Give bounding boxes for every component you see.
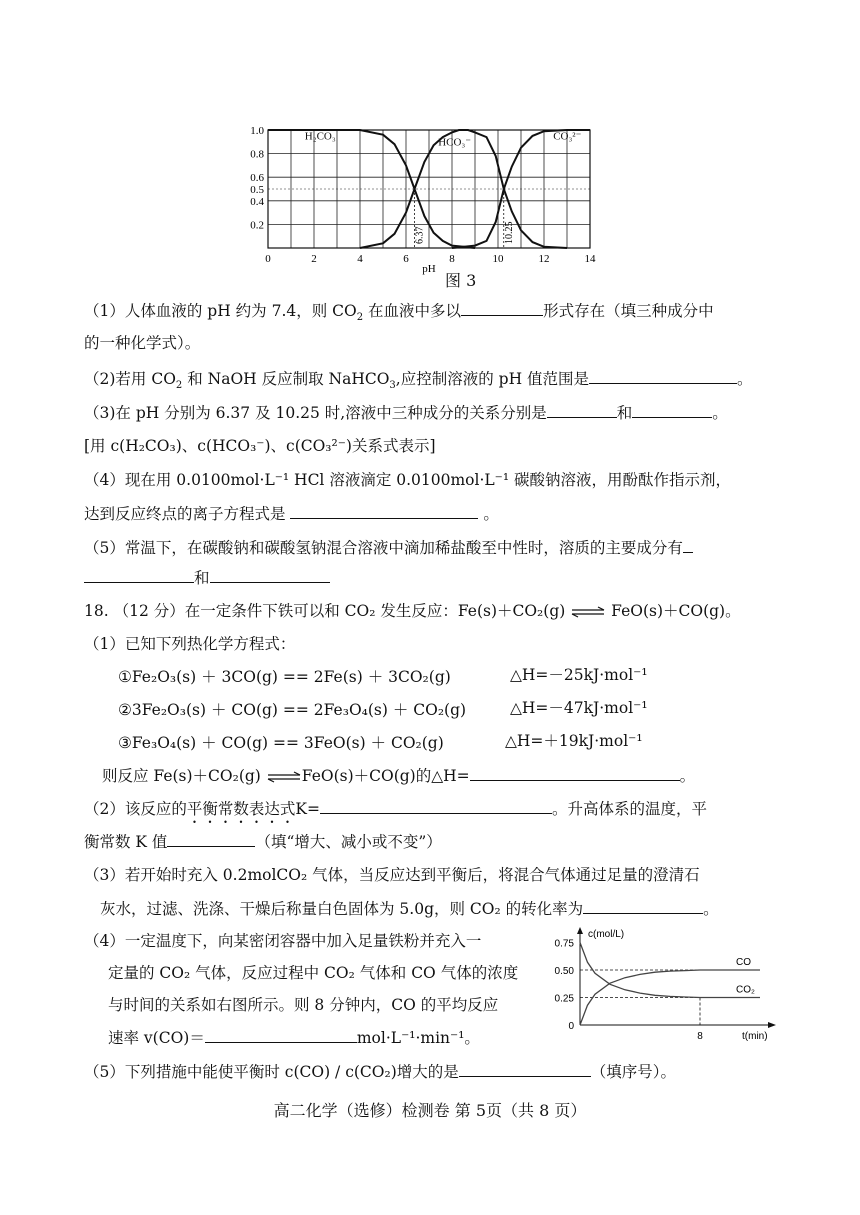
q18-p5: （5）下列措施中能使平衡时 c(CO) / c(CO₂)增大的是 （填序号）。 (84, 1063, 677, 1081)
x-tick-label: 12 (538, 253, 550, 265)
y-tick-label: 0.8 (250, 148, 264, 161)
eq2: ②3Fe₂O₃(s) ＋ CO(g) == 2Fe₃O₄(s) ＋ CO₂(g) (118, 701, 467, 719)
y-tick-label: 0.4 (250, 195, 264, 208)
q5-line1: （5）常温下，在碳酸钠和碳酸氢钠混合溶液中滴加稀盐酸至中性时，溶质的主要成分有 (84, 537, 693, 558)
y-tick-label: 0 (568, 1021, 574, 1032)
x-tick-label: 10 (492, 253, 504, 265)
x-tick-label: 6 (403, 253, 409, 265)
annotation-label: 6.37 (414, 226, 426, 244)
eq1: ①Fe₂O₃(s) ＋ 3CO(g) == 2Fe(s) ＋ 3CO₂(g) (118, 668, 451, 686)
annotation-label: 10.25 (503, 221, 515, 244)
q18-p4d: 速率 v(CO)＝ mol·L⁻¹·min⁻¹。 (108, 1029, 480, 1047)
equilibrium-arrows-icon (266, 767, 302, 787)
eq1-enthalpy: △H=－25kJ·mol⁻¹ (510, 666, 648, 684)
q1-line1: （1）人体血液的 pH 约为 7.4，则 $CO_2$ 在血液中多以 形式存在（填三种成分中 (84, 302, 714, 324)
x-axis-label: t(min) (742, 1031, 768, 1042)
y-tick-label: 0.25 (554, 993, 574, 1005)
x-tick-label: 8 (697, 1031, 703, 1042)
q18-p4a: （4）一定温度下，向某密闭容器中加入足量铁粉并充入一 (84, 932, 482, 950)
y-tick-label: 0.5 (250, 184, 264, 196)
x-axis-label: pH (422, 263, 436, 275)
series-label: H₂CO₃ (304, 130, 336, 143)
q3-line1: （3)在 pH 分别为 6.37 及 10.25 时,溶液中三种成分的关系分别是 和 。 (84, 404, 728, 422)
q18-p3a: （3）若开始时充入 0.2molCO₂ 气体，当反应达到平衡后，将混合气体通过足量的澄清石 (84, 866, 700, 884)
q18-p2b: 衡常数 K 值 （填“增大、减小或不变”） (84, 833, 442, 851)
q18-p1b: 则反应 Fe(s)＋CO₂(g) FeO(s)＋CO(g)的△H= 。 (102, 767, 696, 785)
y-tick-label: 1.0 (250, 125, 264, 137)
concentration-time-chart (550, 925, 780, 1040)
x-tick-label: 2 (311, 253, 317, 265)
q4-line1: （4）现在用 0.0100mol·L⁻¹ HCl 溶液滴定 0.0100mol·L⁻¹ 碳酸钠溶液，用酚酞作指示剂， (84, 471, 732, 489)
q18-p4b: 定量的 CO₂ 气体，反应过程中 CO₂ 气体和 CO 气体的浓度 (108, 964, 519, 982)
species-distribution-chart (232, 118, 612, 275)
eq2-enthalpy: △H=－47kJ·mol⁻¹ (510, 699, 648, 717)
eq3-enthalpy: △H=＋19kJ·mol⁻¹ (505, 732, 643, 750)
y-tick-label: 0.50 (554, 966, 574, 977)
x-tick-label: 0 (265, 253, 271, 265)
q5-line2: 和 (84, 567, 330, 588)
q4-line2: 达到反应终点的离子方程式是 。 (84, 505, 499, 523)
y-axis-arrow-icon (577, 927, 583, 934)
x-axis-arrow-icon (768, 1022, 776, 1028)
q2-line: （2)若用 $CO_2$ 和 NaOH 反应制取 NaHCO$_3$,应控制溶液的 pH 值范围是 。 (84, 370, 753, 392)
q18-p4c: 与时间的关系如右图所示。则 8 分钟内，CO 的平均反应 (108, 996, 499, 1014)
y-tick-label: 0.75 (554, 938, 574, 950)
page-footer: 高二化学（选修）检测卷 第 5页（共 8 页） (273, 1101, 587, 1120)
x-tick-label: 8 (449, 253, 455, 265)
q18-head: 18. （12 分）在一定条件下铁可以和 CO₂ 发生反应：Fe(s)＋CO₂(g) FeO(s)＋CO(g)。 (84, 602, 741, 620)
y-tick-label: 0.6 (250, 172, 264, 185)
x-tick-label: 14 (584, 253, 596, 265)
series-label: CO₃²⁻ (553, 130, 582, 143)
figure-caption: 图 3 (445, 271, 477, 290)
y-axis-label: c(mol/L) (588, 929, 625, 940)
series-label: CO₂ (736, 984, 755, 996)
equilibrium-arrows-icon (570, 602, 606, 622)
q1-line2: 的一种化学式）。 (84, 334, 201, 352)
q18-p1: （1）已知下列热化学方程式： (84, 635, 296, 653)
x-tick-label: 4 (357, 253, 363, 265)
q18-p2: （2）该反应的平衡常数表达式K= 。升高体系的温度，平 (84, 800, 707, 818)
series-label: CO (736, 957, 751, 968)
q18-p3b: 灰水，过滤、洗涤、干燥后称量白色固体为 5.0g，则 CO₂ 的转化率为 。 (100, 900, 719, 918)
q3-line2: [用 c(H₂CO₃)、c(HCO₃⁻)、c(CO₃²⁻)关系式表示] (84, 437, 436, 455)
eq3: ③Fe₃O₄(s) ＋ CO(g) == 3FeO(s) ＋ CO₂(g) (118, 734, 444, 752)
series-label: HCO₃⁻ (438, 136, 472, 149)
y-tick-label: 0.2 (250, 219, 264, 232)
